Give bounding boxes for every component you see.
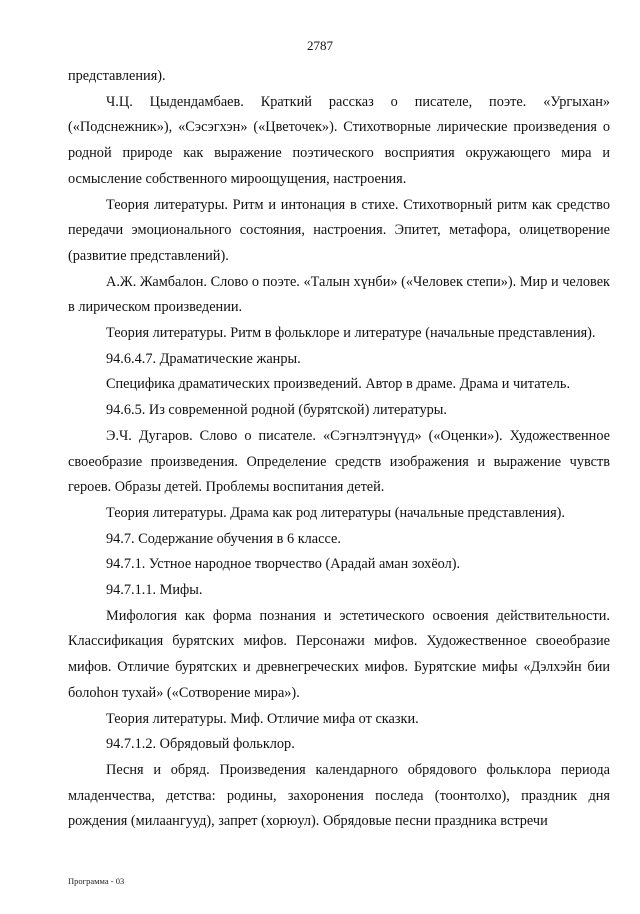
paragraph: представления). [68, 68, 166, 84]
paragraph: 94.6.5. Из современной родной (бурятской) литературы. [106, 402, 447, 419]
paragraph: Специфика драматических произведений. Автор в драме. Драма и читатель. [106, 376, 571, 393]
paragraph: Теория литературы. Миф. Отличие мифа от сказки. [106, 710, 419, 727]
paragraph: 94.6.4.7. Драматические жанры. [106, 350, 301, 367]
paragraph: 94.7.1.1. Мифы. [106, 582, 203, 599]
paragraph: Ч.Ц. Цыдендамбаев. Краткий рассказ о писателе, поэте. «Ургыхан» («Подснежник»), «Сэсэгхэн» («Цветочек»). Стихотворные лирические произведения о родной природе как выражение поэтического восприятия окружающего мира и осмысление собственного мироощущения, настроения. [68, 93, 610, 187]
paragraph: Песня и обряд. Произведения календарного обрядового фольклора периода младенчества, детства: родины, захоронения последа (тоонтолхо), праздник дня рождения (милаангууд), запрет (хорюул). Обрядовые песни праздника встречи [68, 761, 610, 830]
document-body [68, 64, 610, 835]
paragraph: 94.7. Содержание обучения в 6 классе. [106, 530, 341, 547]
paragraph: Теория литературы. Ритм в фольклоре и литературе (начальные представления). [106, 325, 596, 342]
paragraph: 94.7.1.2. Обрядовый фольклор. [106, 736, 295, 753]
paragraph: 94.7.1. Устное народное творчество (Арадай аман зохёол). [106, 556, 461, 573]
page-footer: Программа - 03 [68, 876, 125, 886]
paragraph: Мифология как форма познания и эстетического освоения действительности. Классификация бурятских мифов. Персонажи мифов. Художественное своеобразие мифов. Отличие бурятских и древнегреческих мифов. Бурятские мифы «Дэлхэйн бии болоһон тухай» («Сотворение мира»). [68, 607, 610, 701]
page-number: 2787 [307, 38, 333, 53]
paragraph: Э.Ч. Дугаров. Слово о писателе. «Сэгнэлтэнүүд» («Оценки»). Художественное своеобразие произведения. Определение средств изображения и выражение чувств героев. Образы детей. Проблемы воспитания детей. [68, 427, 610, 496]
paragraph: А.Ж. Жамбалон. Слово о поэте. «Талын хүнби» («Человек степи»). Мир и человек в лирическом произведении. [68, 273, 610, 316]
paragraph: Теория литературы. Ритм и интонация в стихе. Стихотворный ритм как средство передачи эмоционального состояния, настроения. Эпитет, метафора, олицетворение (развитие представлений). [68, 196, 610, 264]
paragraph: Теория литературы. Драма как род литературы (начальные представления). [106, 504, 566, 521]
